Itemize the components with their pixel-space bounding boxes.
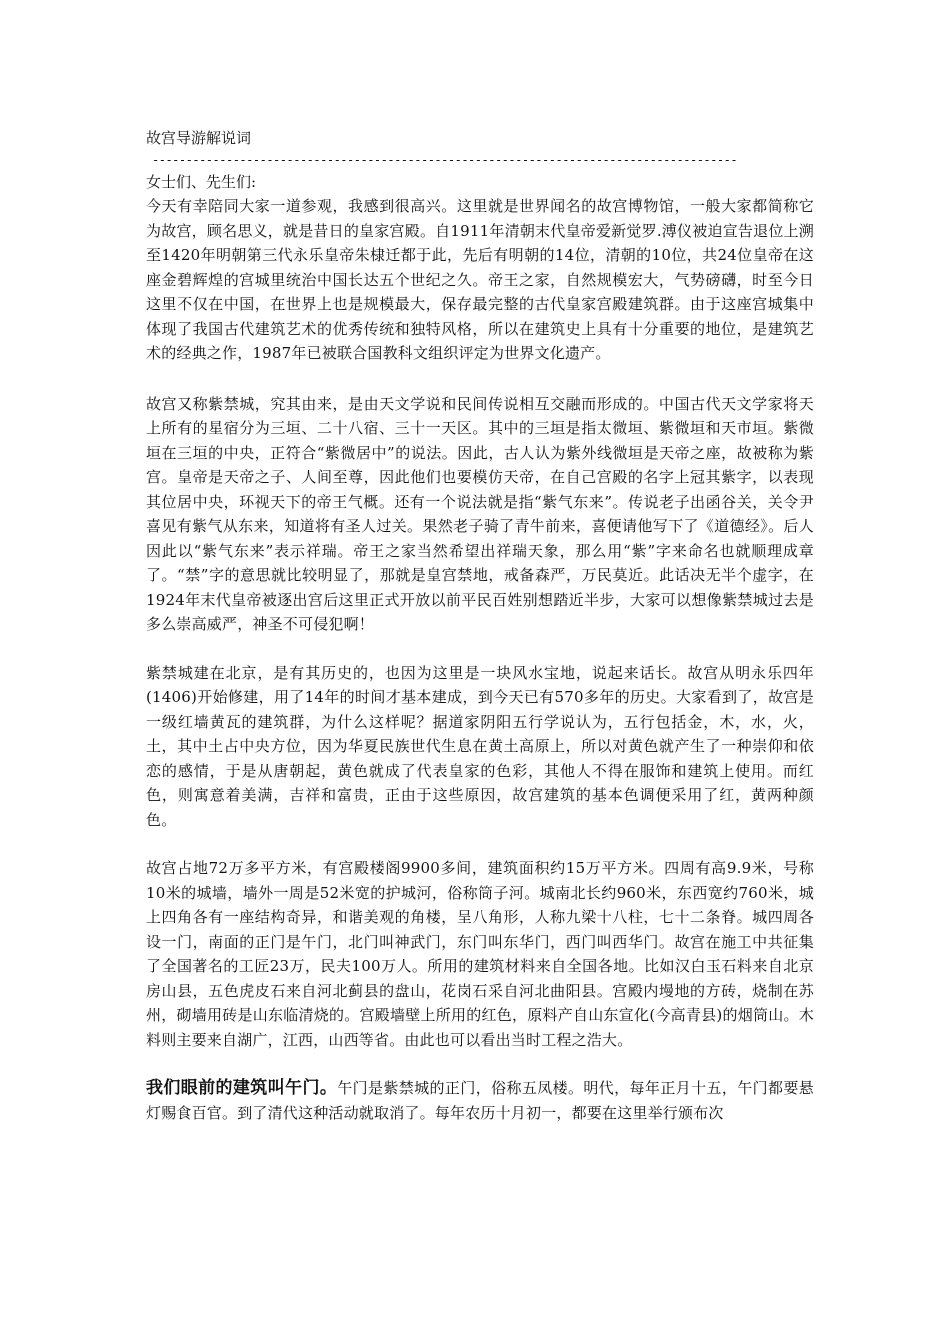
paragraph-body: 午门是紫禁城的正门，俗称五凤楼。明代，每年正月十五，午门都要悬灯赐食百官。到了清代这种活动就取消了。每年农历十月初一，都要在这里举行颁布次 (146, 1079, 814, 1122)
document-title: 故宫导游解说词 (146, 129, 252, 147)
paragraph-meridian-gate (146, 1076, 814, 1125)
document-page (146, 126, 814, 1149)
paragraph-lead: 我们眼前的建筑叫午门。 (146, 1078, 338, 1098)
paragraph-intro: 今天有幸陪同大家一道参观，我感到很高兴。这里就是世界闻名的故宫博物馆，一般大家都简称它为故宫，顾名思义，就是昔日的皇家宫殿。自1911年清朝末代皇帝爱新觉罗.溥仪被迫宣告退位上溯至1420年明朝第三代永乐皇帝朱棣迁都于此，先后有明朝的14位，清朝的10位，共24位皇帝在这座金碧辉煌的宫城里统治中国长达五个世纪之久。帝王之家，自然规模宏大，气势磅礴，时至今日这里不仅在中国，在世界上也是规模最大，保存最完整的古代皇家宫殿建筑群。由于这座宫城集中体现了我国古代建筑艺术的优秀传统和独特风格，所以在建筑史上具有十分重要的地位，是建筑艺术的经典之作，1987年已被联合国教科文组织评定为世界文化遗产。 (146, 197, 814, 362)
paragraph-scale-materials: 故宫占地72万多平方米，有宫殿楼阁9900多间，建筑面积约15万平方米。四周有高9.9米，号称10米的城墙，墙外一周是52米宽的护城河，俗称筒子河。城南北长约960米，东西宽约760米，城上四角各有一座结构奇异，和谐美观的角楼，呈八角形，人称九梁十八柱，七十二条脊。城四周各设一门，南面的正门是午门，北门叫神武门，东门叫东华门，西门叫西华门。故宫在施工中共征集了全国著名的工匠23万，民夫100万人。所用的建筑材料来自全国各地。比如汉白玉石料来自北京房山县，五色虎皮石来自河北蓟县的盘山，花岗石采自河北曲阳县。宫殿内墁地的方砖，烧制在苏州，砌墙用砖是山东临清烧的。宫殿墙壁上所用的红色，原料产自山东宣化(今高青县)的烟筒山。木料则主要来自湖广，江西，山西等省。由此也可以看出当时工程之浩大。 (146, 859, 814, 1049)
divider-rule: --------------------------------------------------------------------------------------- (152, 153, 738, 167)
paragraph-history-colors: 紫禁城建在北京，是有其历史的，也因为这里是一块风水宝地，说起来话长。故宫从明永乐四年(1406)开始修建，用了14年的时间才基本建成，到今天已有570多年的历史。大家看到了，故宫是一级红墙黄瓦的建筑群，为什么这样呢？据道家阴阳五行学说认为，五行包括金，木，水，火，土，其中土占中央方位，因为华夏民族世代生息在黄土高原上，所以对黄色就产生了一种崇仰和依恋的感情，于是从唐朝起，黄色就成了代表皇家的色彩，其他人不得在服饰和建筑上使用。而红色，则寓意着美满，吉祥和富贵，正由于这些原因，故宫建筑的基本色调便采用了红，黄两种颜色。 (146, 663, 814, 829)
paragraph-name-origin: 故宫又称紫禁城，究其由来，是由天文学说和民间传说相互交融而形成的。中国古代天文学家将天上所有的星宿分为三垣、二十八宿、三十一天区。其中的三垣是指太微垣、紫微垣和天市垣。紫微垣在三垣的中央，正符合“紫微居中”的说法。因此，古人认为紫外线微垣是天帝之座，故被称为紫宫。皇帝是天帝之子、人间至尊，因此他们也要模仿天帝，在自己宫殿的名字上冠其紫字，以表现其位居中央，环视天下的帝王气概。还有一个说法就是指“紫气东来”。传说老子出函谷关，关令尹喜见有紫气从东来，知道将有圣人过关。果然老子骑了青牛前来，喜便请他写下了《道德经》。后人因此以“紫气东来”表示祥瑞。帝王之家当然希望出祥瑞天象，那么用“紫”字来命名也就顺理成章了。“禁”字的意思就比较明显了，那就是皇宫禁地，戒备森严，万民莫近。此话决无半个虚字，在1924年末代皇帝被逐出宫后这里正式开放以前平民百姓别想踏近半步，大家可以想像紫禁城过去是多么崇高威严，神圣不可侵犯啊！ (146, 394, 814, 633)
greeting: 女士们、先生们: (146, 173, 257, 191)
